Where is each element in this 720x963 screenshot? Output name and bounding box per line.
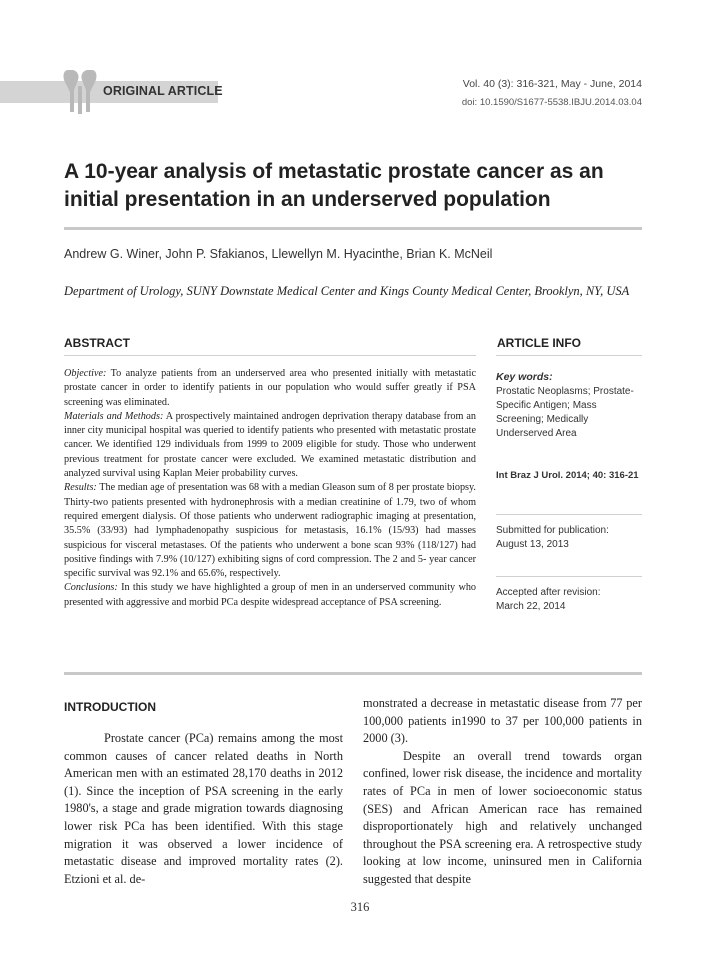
abstract-label: Objective: <box>64 368 107 379</box>
journal-logo-icon <box>60 66 100 116</box>
title-line: initial presentation in an underserved population <box>64 188 551 211</box>
info-divider <box>496 514 642 515</box>
abstract-body <box>64 367 476 610</box>
submitted-date: August 13, 2013 <box>496 539 569 550</box>
introduction-heading: INTRODUCTION <box>64 700 156 714</box>
abstract-end-divider <box>64 672 642 675</box>
body-column-left <box>64 730 343 888</box>
article-info-divider <box>496 355 642 356</box>
accepted-date: March 22, 2014 <box>496 601 566 612</box>
abstract-objective: Objective: To analyze patients from an underserved area who presented initially with metastatic prostate cancer in order to identify patients in our population who would suffer greatly if PSA screening was eliminated. <box>64 368 476 408</box>
abstract-conclusions: Conclusions: In this study we have highlighted a group of men in an underserved community who presented with aggressive and morbid PCa despite widespread acceptance of PSA screening. <box>64 582 477 608</box>
volume-info: Vol. 40 (3): 316-321, May - June, 2014 <box>462 78 642 90</box>
abstract-divider <box>64 355 476 356</box>
submitted-label: Submitted for publication: <box>496 525 609 536</box>
intro-paragraph: Prostate cancer (PCa) remains among the most common causes of cancer related deaths in North American men with an estimated 28,170 deaths in 2012 (1). Since the inception of PSA screening in the early 1980's, a stage and grade migration towards diagnosing lower risk PCa has been identified. With this stage migration it was observed a lower incidence of metastatic disease and improved mortality rates (2). Etzioni et al. de- <box>64 731 343 886</box>
article-info-heading: ARTICLE INFO <box>497 336 581 350</box>
abstract-label: Conclusions: <box>64 582 118 594</box>
doi-link[interactable]: doi: 10.1590/S1677-5538.IBJU.2014.03.04 <box>461 97 642 108</box>
intro-paragraph: monstrated a decrease in metastatic disease from 77 per 100,000 patients in1990 to 37 per 100,000 patients in 2000 (3). <box>363 696 642 746</box>
page-number: 316 <box>350 900 370 914</box>
accepted-label: Accepted after revision: <box>496 587 601 598</box>
abstract-methods: Materials and Methods: A prospectively maintained androgen deprivation therapy database from an inner city municipal hospital was queried to identify patients who presented with metastatic prostate cancer. We identified 129 individuals from 1999 to 2009 eligible for study. Those who underwent previous treatment for prostate cancer were excluded. We examined metastatic distribution and analyzed survival using Kaplan Meier probability curves. <box>64 410 477 480</box>
intro-paragraph: Despite an overall trend towards organ confined, lower risk disease, the incidence and mortality rates of PCa in men of lower socioeconomic status (SES) and African American race has remained disproportionately high and relatively unchanged throughout the PSA screening era. A retrospective study looking at low income, uninsured men in California suggested that despite <box>363 748 642 886</box>
article-title <box>64 158 644 214</box>
affiliation: Department of Urology, SUNY Downstate Medical Center and Kings County Medical Center, Brooklyn, NY, USA <box>64 284 630 298</box>
keywords-label: Key words: <box>496 371 553 383</box>
abstract-results: Results: The median age of presentation was 68 with a median Gleason sum of 8 per prostate biopsy. Thirty-two patients presented with hydronephrosis with a median creatinine of 1.79, two of whom required emergent dialysis. Of those patients who underwent radiographic imaging at presentation, 35.5% (33/93) had lymphadenopathy suspicious for metastasis, 16.1% (15/93) had masses suspicious for visceral metastases. Of the patients who underwent a bone scan 93% (118/127) had positive findings with 7.9% (10/127) exhibiting signs of cord compression. The 2 and 5- year cancer specific survival was 92.1% and 65.6%, respectively. <box>64 482 476 580</box>
section-label: ORIGINAL ARTICLE <box>103 84 223 98</box>
abstract-label: Results: <box>64 482 97 494</box>
submitted-info <box>496 524 609 552</box>
accepted-info <box>496 586 601 614</box>
body-column-right <box>363 695 642 889</box>
title-line: A 10-year analysis of metastatic prostate cancer as an <box>64 160 604 183</box>
abstract-label: Materials and Methods: <box>64 410 164 422</box>
citation: Int Braz J Urol. 2014; 40: 316-21 <box>496 470 639 481</box>
author-list: Andrew G. Winer, John P. Sfakianos, Llewellyn M. Hyacinthe, Brian K. McNeil <box>64 247 493 261</box>
title-divider <box>64 227 642 230</box>
abstract-heading: ABSTRACT <box>64 336 130 350</box>
info-divider <box>496 576 642 577</box>
keywords-list: Prostatic Neoplasms; Prostate-Specific Antigen; Mass Screening; Medically Underserved Area <box>496 386 634 439</box>
